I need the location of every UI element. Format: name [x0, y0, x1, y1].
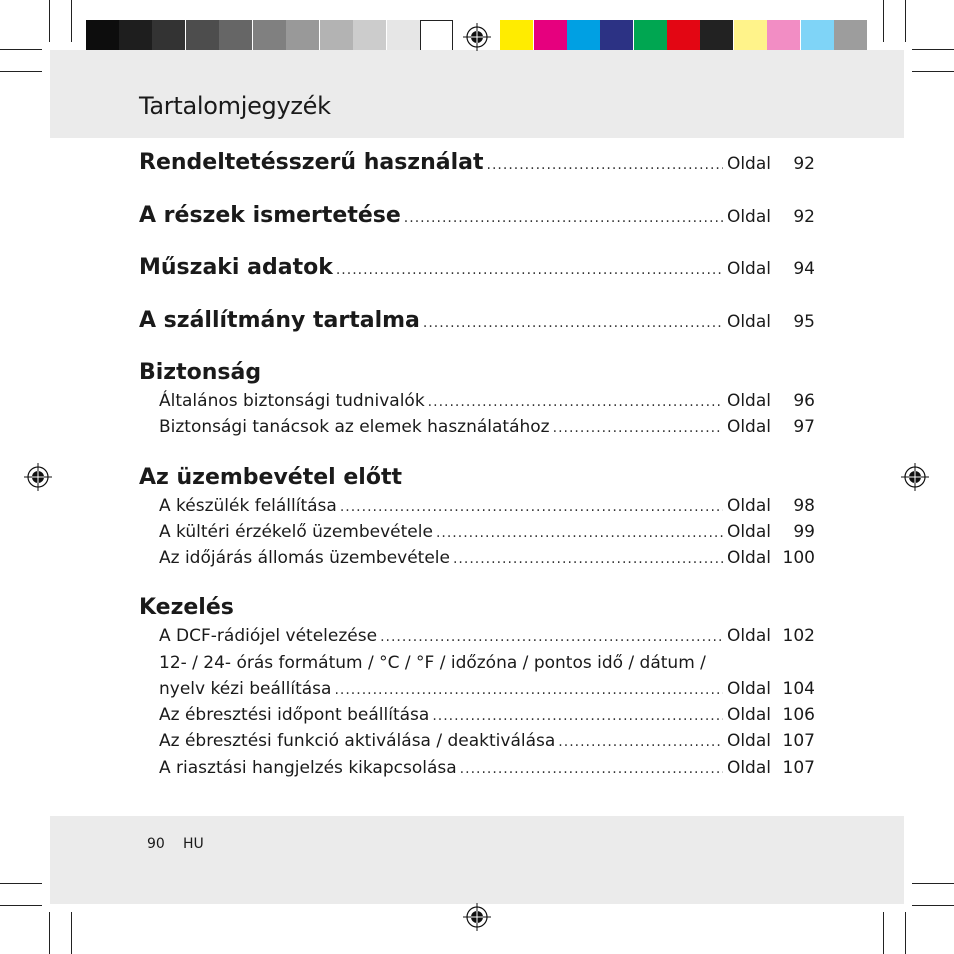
footer-band — [50, 816, 904, 904]
toc-entry[interactable] — [139, 308, 815, 333]
toc-page-number: 96 — [793, 391, 815, 411]
toc-entry-title-line1: 12- / 24- órás formátum / °C / °F / időzóna / pontos idő / dátum / — [159, 653, 706, 673]
toc-subentry[interactable] — [159, 417, 815, 437]
toc-subentry[interactable] — [159, 679, 815, 699]
toc-page-label: Oldal — [726, 391, 771, 411]
greyscale-swatch — [119, 20, 152, 54]
toc-page-number: 104 — [782, 679, 815, 699]
process-swatch — [734, 20, 767, 54]
process-swatch — [700, 20, 733, 54]
process-swatch — [567, 20, 600, 54]
toc-subentry[interactable] — [159, 496, 815, 516]
toc-subentry[interactable] — [159, 626, 815, 646]
leader-dots — [558, 734, 723, 750]
toc-entry-title: A szállítmány tartalma — [139, 308, 420, 333]
toc-page-label: Oldal — [726, 731, 771, 751]
toc-page-number: 99 — [793, 522, 815, 542]
registration-mark-icon — [24, 463, 52, 491]
registration-mark-icon — [901, 463, 929, 491]
toc-entry-title: A kültéri érzékelő üzembevétele — [159, 522, 433, 542]
leader-dots — [432, 708, 723, 724]
toc-entry[interactable] — [139, 150, 815, 175]
toc-entry-title: Az ébresztési funkció aktiválása / deaktiválása — [159, 731, 556, 751]
leader-dots — [487, 157, 723, 173]
toc-page-label: Oldal — [726, 548, 771, 568]
leader-dots — [428, 394, 723, 410]
process-swatch — [667, 20, 700, 54]
process-swatch — [767, 20, 800, 54]
toc-entry-title: nyelv kézi beállítása — [159, 679, 332, 699]
footer-page-number: 90 — [147, 836, 165, 852]
toc-entry[interactable] — [139, 255, 815, 280]
toc-page-label: Oldal — [726, 496, 771, 516]
toc-page-number: 97 — [793, 417, 815, 437]
section-heading: Kezelés — [139, 595, 234, 620]
toc-subentry[interactable] — [159, 758, 815, 778]
toc-entry-title: A részek ismertetése — [139, 203, 401, 228]
leader-dots — [340, 499, 723, 515]
toc-page-label: Oldal — [726, 679, 771, 699]
toc-page-number: 100 — [782, 548, 815, 568]
section-heading: Biztonság — [139, 360, 262, 385]
process-swatch — [634, 20, 667, 54]
section-heading: Az üzembevétel előtt — [139, 465, 402, 490]
leader-dots — [436, 525, 723, 541]
greyscale-swatch — [253, 20, 286, 54]
toc-page-number: 106 — [782, 705, 815, 725]
greyscale-swatch — [420, 20, 453, 54]
toc-subentry[interactable] — [159, 522, 815, 542]
process-swatch — [500, 20, 533, 54]
greyscale-swatch — [387, 20, 420, 54]
toc-page-label: Oldal — [726, 154, 771, 174]
greyscale-swatch — [152, 20, 185, 54]
toc-page-number: 102 — [782, 626, 815, 646]
toc-entry-title: Általános biztonsági tudnivalók — [159, 391, 425, 411]
toc-page-number: 92 — [793, 154, 815, 174]
leader-dots — [404, 210, 723, 226]
process-swatch — [600, 20, 633, 54]
footer-language: HU — [183, 836, 204, 852]
process-swatch — [801, 20, 834, 54]
toc-page-number: 95 — [793, 312, 815, 332]
leader-dots — [460, 761, 723, 777]
greyscale-swatch — [219, 20, 252, 54]
toc-entry[interactable] — [139, 203, 815, 228]
toc-subentry[interactable] — [159, 731, 815, 751]
leader-dots — [453, 551, 723, 567]
toc-page-number: 107 — [782, 731, 815, 751]
leader-dots — [334, 682, 723, 698]
toc-page-label: Oldal — [726, 312, 771, 332]
toc-page-number: 107 — [782, 758, 815, 778]
toc-subentry[interactable] — [159, 705, 815, 725]
toc-entry-title: Az ébresztési időpont beállítása — [159, 705, 430, 725]
page-title: Tartalomjegyzék — [139, 92, 331, 120]
toc-page-label: Oldal — [726, 705, 771, 725]
greyscale-swatch — [86, 20, 119, 54]
leader-dots — [553, 420, 723, 436]
toc-entry-title: A készülék felállítása — [159, 496, 337, 516]
leader-dots — [380, 629, 723, 645]
toc-entry-title: A DCF-rádiójel vételezése — [159, 626, 378, 646]
toc-page-label: Oldal — [726, 207, 771, 227]
toc-entry-title: Rendeltetésszerű használat — [139, 150, 484, 175]
process-swatch — [834, 20, 867, 54]
leader-dots — [336, 262, 723, 278]
toc-page-label: Oldal — [726, 417, 771, 437]
toc-entry-title: Műszaki adatok — [139, 255, 333, 280]
toc-page-number: 94 — [793, 259, 815, 279]
registration-mark-icon — [463, 903, 491, 931]
toc-entry-title: Biztonsági tanácsok az elemek használatához — [159, 417, 550, 437]
toc-page-label: Oldal — [726, 522, 771, 542]
toc-subentry[interactable] — [159, 548, 815, 568]
toc-page-label: Oldal — [726, 259, 771, 279]
greyscale-swatch — [286, 20, 319, 54]
greyscale-swatch — [320, 20, 353, 54]
greyscale-swatch — [186, 20, 219, 54]
process-swatch — [534, 20, 567, 54]
toc-page-number: 98 — [793, 496, 815, 516]
leader-dots — [423, 315, 723, 331]
toc-page-label: Oldal — [726, 758, 771, 778]
toc-entry-title: Az időjárás állomás üzembevétele — [159, 548, 450, 568]
greyscale-swatch — [353, 20, 386, 54]
registration-mark-icon — [463, 23, 491, 51]
toc-page-label: Oldal — [726, 626, 771, 646]
toc-entry-title: A riasztási hangjelzés kikapcsolása — [159, 758, 457, 778]
toc-subentry[interactable] — [159, 391, 815, 411]
toc-page-number: 92 — [793, 207, 815, 227]
